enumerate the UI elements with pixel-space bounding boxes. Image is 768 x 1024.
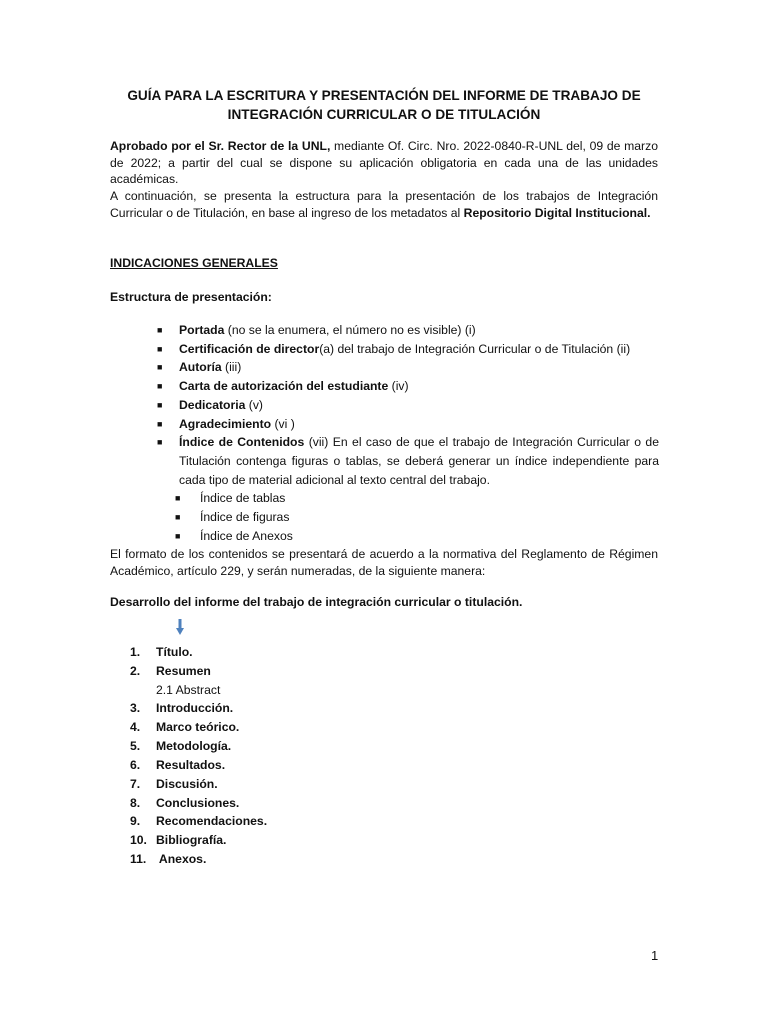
list-number: 10. — [130, 833, 147, 847]
bullet-bold: Dedicatoria — [179, 398, 246, 412]
list-label: Marco teórico. — [156, 720, 240, 734]
approval-paragraph — [110, 138, 658, 188]
list-sub-item — [156, 681, 220, 700]
general-heading: INDICACIONES GENERALES — [110, 256, 278, 270]
bullet-item-carta — [157, 377, 659, 396]
development-heading: Desarrollo del informe del trabajo de integración curricular o titulación. — [110, 595, 523, 609]
list-label: 2.1 Abstract — [156, 683, 221, 697]
list-number: 7. — [130, 777, 141, 791]
down-arrow-icon — [176, 619, 184, 635]
intro-paragraph — [110, 188, 658, 221]
list-number: 9. — [130, 814, 141, 828]
sub-bullet-text: Índice de Anexos — [200, 529, 293, 543]
sub-bullet-figuras — [175, 508, 290, 527]
approval-bold: Aprobado por el Sr. Rector de la UNL, — [110, 139, 331, 153]
bullet-bold: Agradecimiento — [179, 417, 272, 431]
square-bullet-icon: ■ — [157, 362, 163, 372]
bullet-text: (vi ) — [271, 417, 295, 431]
format-paragraph: El formato de los contenidos se presentará de acuerdo a la normativa del Reglamento de Régimen Académico, artículo 229, y serán numeradas, de la siguiente manera: — [110, 547, 658, 578]
bullet-text: (v) — [245, 398, 263, 412]
page-number: 1 — [651, 948, 659, 963]
bullet-item-indice — [157, 433, 659, 490]
intro-text: A continuación, se presenta la estructura para la presentación de los trabajos de Integración Curricular o de Titulación, en base al ingreso de los metadatos al — [110, 189, 658, 220]
list-label: Anexos. — [156, 852, 207, 866]
square-bullet-icon: ■ — [157, 400, 163, 410]
bullet-item-agradecimiento — [157, 415, 659, 434]
bullet-item-certificacion — [157, 340, 659, 359]
list-number: 6. — [130, 758, 141, 772]
list-number: 8. — [130, 796, 141, 810]
list-label: Título. — [156, 645, 193, 659]
list-label: Discusión. — [156, 777, 218, 791]
square-bullet-icon: ■ — [175, 531, 181, 541]
title-line-1: GUÍA PARA LA ESCRITURA Y PRESENTACIÓN DEL INFORME DE TRABAJO DE — [127, 88, 641, 103]
document-title — [100, 86, 668, 124]
bullet-text: (no se la enumera, el número no es visible) (i) — [224, 323, 476, 337]
list-item — [130, 831, 226, 850]
square-bullet-icon: ■ — [157, 419, 163, 429]
list-item — [130, 812, 267, 831]
list-item — [130, 737, 231, 756]
square-bullet-icon: ■ — [157, 344, 163, 354]
bullet-bold: Certificación de director — [179, 342, 320, 356]
list-number: 3. — [130, 701, 141, 715]
list-label: Resumen — [156, 664, 211, 678]
list-number: 11. — [130, 852, 147, 866]
bullet-item-dedicatoria — [157, 396, 659, 415]
sub-bullet-text: Índice de tablas — [200, 491, 286, 505]
bullet-text: (iii) — [221, 360, 242, 374]
list-item — [130, 718, 239, 737]
bullet-item-autoria — [157, 358, 659, 377]
square-bullet-icon: ■ — [157, 437, 163, 447]
list-label: Conclusiones. — [156, 796, 240, 810]
list-number: 1. — [130, 645, 141, 659]
square-bullet-icon: ■ — [157, 381, 163, 391]
bullet-item-portada — [157, 321, 659, 340]
title-line-2: INTEGRACIÓN CURRICULAR O DE TITULACIÓN — [227, 107, 541, 122]
bullet-bold: Carta de autorización del estudiante — [179, 379, 389, 393]
bullet-text: (iv) — [388, 379, 409, 393]
sub-bullet-tablas — [175, 489, 286, 508]
list-number: 4. — [130, 720, 141, 734]
list-item — [130, 662, 211, 681]
bullet-text: (vii) En el caso de que el trabajo de Integración Curricular o de Titulación contenga figuras o tablas, se deberá generar un índice independiente para cada tipo de material adicional al texto central del trabajo. — [179, 435, 659, 487]
structure-heading: Estructura de presentación: — [110, 290, 272, 304]
list-label: Introducción. — [156, 701, 234, 715]
sub-bullet-anexos — [175, 527, 293, 546]
bullet-bold: Portada — [179, 323, 225, 337]
list-label: Resultados. — [156, 758, 226, 772]
list-label: Recomendaciones. — [156, 814, 268, 828]
list-item — [130, 775, 218, 794]
list-item — [130, 794, 239, 813]
list-item — [130, 643, 193, 662]
list-item — [130, 756, 225, 775]
list-item — [130, 850, 206, 869]
intro-bold: Repositorio Digital Institucional. — [463, 205, 651, 220]
square-bullet-icon: ■ — [175, 493, 181, 503]
square-bullet-icon: ■ — [175, 512, 181, 522]
bullet-text: (a) del trabajo de Integración Curricular o de Titulación (ii) — [319, 342, 631, 356]
bullet-bold: Autoría — [179, 360, 222, 374]
sub-bullet-text: Índice de figuras — [200, 510, 290, 524]
list-number: 2. — [130, 664, 141, 678]
bullet-bold: Índice de Contenidos — [179, 435, 305, 449]
list-label: Bibliografía. — [156, 833, 227, 847]
list-label: Metodología. — [156, 739, 232, 753]
list-item — [130, 699, 233, 718]
approval-text: mediante Of. Circ. Nro. 2022-0840-R-UNL del, 09 de marzo de 2022; a partir del cual se dispone su aplicación obligatoria en cada una de las unidades académicas. — [110, 139, 658, 186]
list-number: 5. — [130, 739, 141, 753]
square-bullet-icon: ■ — [157, 325, 163, 335]
